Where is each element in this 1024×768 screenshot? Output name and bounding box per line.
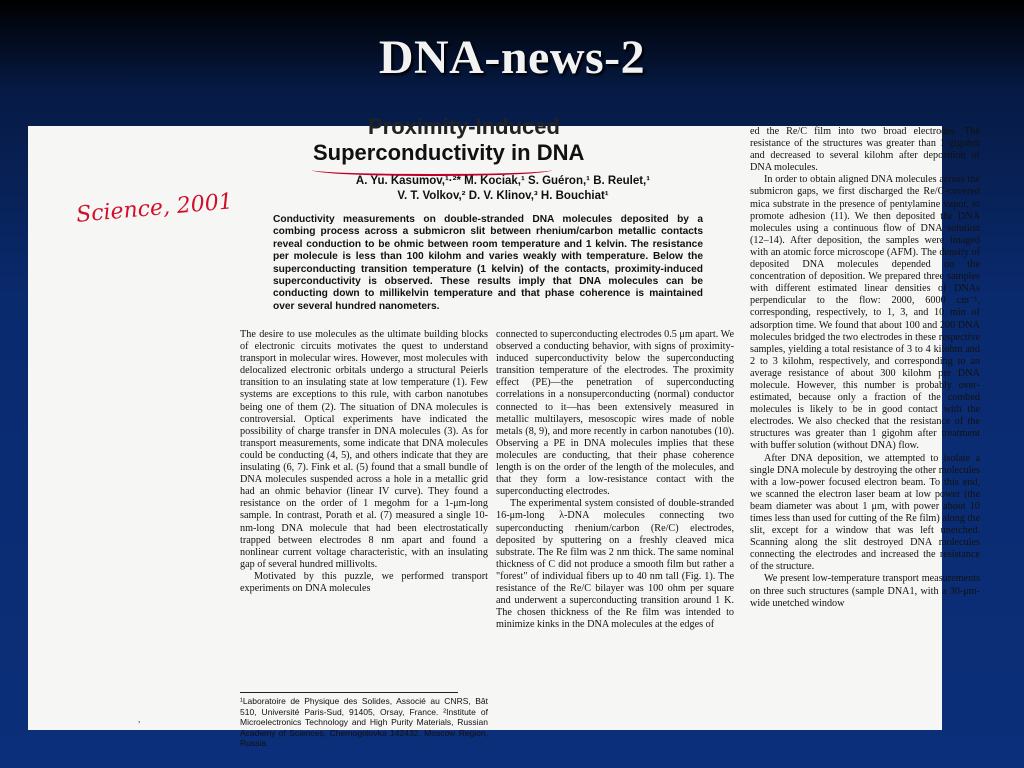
column-1-paragraph-1: The desire to use molecules as the ultimate building blocks of electronic circuits motivates the quest to understand transport in molecular wires. However, most molecules with delocalized electronic orbitals undergo a structural Peierls transition to an insulating state at low temperature (1). Few systems are exceptions to this rule, with carbon nanotubes being one of them (2). The situation of DNA molecules is controversial. Optical experiments have indicated the possibility of charge transfer in DNA molecules (3). As for transport measurements, some indicate that DNA molecules could be conducting (4, 5), and others indicate that they are insulating (6, 7). Fink et al. (5) found that a small bundle of DNA molecules suspended across a hole in a metallic grid had an ohmic behavior (linear IV curve). They found a resistance on the order of 1 megohm for a 1-μm-long sample. In contrast, Porath et al. (7) measured a single 10-nm-long DNA molecule that had been electrostatically trapped between electrodes 8 nm apart and found a nonlinear current voltage characteristic, with an insulating gap of several hundred millivolts. <box>240 329 488 570</box>
authors-line-2: V. T. Volkov,² D. V. Klinov,³ H. Bouchiat¹ <box>397 190 609 202</box>
paper-title: Superconductivity in DNA <box>313 140 585 165</box>
text-column-2 <box>496 329 734 729</box>
paper-scan <box>28 114 980 748</box>
slide-title: DNA-news-2 <box>378 31 646 84</box>
paper-title-top: Proximity-Induced <box>368 114 560 139</box>
text-column-1 <box>240 329 488 694</box>
abstract: Conductivity measurements on double-stranded DNA molecules deposited by a combing process across a submicron slit between rhenium/carbon metallic contacts reveal conduction to be ohmic between room temperature and 1 kelvin. The resistance per molecule is less than 100 kilohm and varies weakly with temperature. Below the superconducting transition temperature (1 kelvin) of the contacts, proximity-induced superconductivity is observed. These results imply that DNA molecules can be conducting down to millikelvin temperature and that phase coherence is maintained over several hundred nanometers. <box>273 214 703 312</box>
margin-mark: , <box>138 714 141 724</box>
handwritten-note: Science, 2001 <box>75 189 234 228</box>
footnote: ¹Laboratoire de Physique des Solides, Associé au CNRS, Bât 510, Université Paris-Sud, 91405, Orsay, France. ²Institute of Microelectronics Technology and High Purity Materials, Russian Academy of Sciences, Chernogolovka 142432, Moscow Region, Russia. <box>240 696 488 748</box>
column-1-paragraph-2: Motivated by this puzzle, we performed transport experiments on DNA molecules <box>240 570 488 594</box>
column-3-paragraph-3: After DNA deposition, we attempted to isolate a single DNA molecule by destroying the other molecules with a low-power focused electron beam. To this end, we scanned the electron laser beam at low power (the beam diameter was about 1 μm, with power about 10 times less than used for cutting of the Re film) along the slit, except for a window that was left unetched. Scanning along the slit destroyed DNA molecules connecting the electrodes and increased the resistance of the structure. <box>750 452 980 573</box>
authors-line-1: A. Yu. Kasumov,¹·²* M. Kociak,¹ S. Guéron,¹ B. Reulet,¹ <box>355 175 651 187</box>
column-3-paragraph-1: ed the Re/C film into two broad electrodes. The resistance of the structures was greater than 1 gigohm and decreased to several kilohm after deposition of DNA molecules. <box>750 126 980 174</box>
column-3-paragraph-2: In order to obtain aligned DNA molecules across the submicron gaps, we first discharged the Re/C-covered mica substrate in the presence of pentylamine vapor, to promote adhesion (11). We then deposited the DNA molecules using a continuous flow of DNA solution (12–14). After deposition, the samples were imaged with an atomic force microscope (AFM). The density of deposited DNA molecules depended on the concentration of deposition. We prepared three samples with different estimated linear densities of DNAs perpendicular to the flow: 2000, 6000 cm⁻¹, corresponding, respectively, to 1, 3, and 10 min of adsorption time. We found that about 100 and 200 DNA molecules bridged the two electrodes in these respective samples, yielding a total resistance of 3 to 4 kilohm and 2 to 3 kilohm, respectively, and corresponding to an average resistance of about 300 kilohm per DNA molecule. However, this number is probably over-estimated, because only a fraction of the combed molecules is likely to be in good contact with the electrodes. We also checked that the resistance of the structures was greater than 1 gigohm after treatment with buffer solution (without DNA) flow. <box>750 174 980 452</box>
footnote-rule <box>240 692 458 693</box>
text-column-3 <box>750 126 980 730</box>
column-2-paragraph-2: The experimental system consisted of double-stranded 16-μm-long λ-DNA molecules connecting two superconducting rhenium/carbon (Re/C) electrodes, deposited by sputtering on a freshly cleaved mica substrate. The Re film was 2 nm thick. The same nominal thickness of C did not produce a smooth film but rather a "forest" of individual fibers up to 40 nm tall (Fig. 1). The resistance of the Re/C bilayer was 100 ohm per square and underwent a superconducting transition around 1 K. The chosen thickness of the Re film was intended to minimize kinks in the DNA molecules at the edges of <box>496 498 734 631</box>
authors <box>298 174 708 204</box>
column-2-paragraph-1: connected to superconducting electrodes 0.5 μm apart. We observed a conducting behavior, with signs of proximity-induced superconductivity below the superconducting transition temperature of the electrodes. The proximity effect (PE)—the penetration of superconducting correlations in a nonsuperconducting (normal) conductor connected to it—has been extensively measured in metallic multilayers, mesoscopic wires made of noble metals (8, 9), and more recently in carbon nanotubes (10). Observing a PE in DNA molecules implies that these molecules are conducting, that their phase coherence length is on the order of the length of the molecules, and that they form a low-resistance contact with the superconducting electrodes. <box>496 329 734 498</box>
column-3-paragraph-4: We present low-temperature transport measurements on three such structures (sample DNA1, with a 30-μm-wide unetched window <box>750 573 980 609</box>
